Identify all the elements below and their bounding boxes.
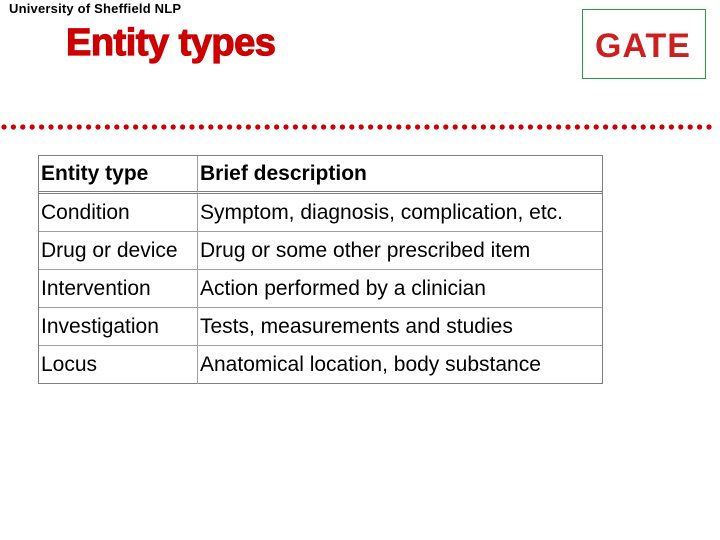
divider-dot <box>312 124 317 129</box>
divider-dot <box>359 124 364 129</box>
divider-dot <box>509 124 514 129</box>
divider-dot <box>265 124 270 129</box>
divider-dot <box>697 124 702 129</box>
divider-dot <box>678 124 683 129</box>
table-row <box>39 308 602 346</box>
table-row <box>39 346 602 384</box>
divider-dot <box>67 124 72 129</box>
divider-dot <box>95 124 100 129</box>
divider-dot <box>594 124 599 129</box>
divider-dot <box>481 124 486 129</box>
entity-type-cell: Locus <box>39 346 198 384</box>
entity-types-table <box>38 155 603 384</box>
divider-dot <box>199 124 204 129</box>
divider-dot <box>659 124 664 129</box>
divider-dot <box>86 124 91 129</box>
divider-dot <box>500 124 505 129</box>
divider-dot <box>227 124 232 129</box>
divider-dot <box>11 124 16 129</box>
divider-dot <box>387 124 392 129</box>
divider-dot <box>39 124 44 129</box>
table-row <box>39 270 602 308</box>
gate-logo-text: GATE <box>595 27 691 65</box>
divider-dot <box>537 124 542 129</box>
entity-types-grid <box>39 156 602 384</box>
divider-dot <box>349 124 354 129</box>
divider-dot <box>575 124 580 129</box>
divider-dot <box>424 124 429 129</box>
table-row <box>39 232 602 270</box>
entity-type-cell: Investigation <box>39 308 198 346</box>
divider-dot <box>208 124 213 129</box>
description-cell: Drug or some other prescribed item <box>198 232 602 270</box>
organization-label: University of Sheffield NLP <box>9 1 182 16</box>
description-cell: Action performed by a clinician <box>198 270 602 308</box>
divider-dot <box>283 124 288 129</box>
divider-dot <box>189 124 194 129</box>
divider-dot <box>528 124 533 129</box>
divider-dot <box>142 124 147 129</box>
entity-type-cell: Condition <box>39 194 198 232</box>
divider-dot <box>406 124 411 129</box>
column-header-description: Brief description <box>198 156 602 194</box>
divider-dot <box>443 124 448 129</box>
divider-dot <box>330 124 335 129</box>
divider-dot <box>48 124 53 129</box>
divider-dot <box>706 124 711 129</box>
divider-dot <box>274 124 279 129</box>
divider-dot <box>584 124 589 129</box>
divider-dot <box>105 124 110 129</box>
divider-dot <box>669 124 674 129</box>
divider-dot <box>547 124 552 129</box>
entity-type-cell: Intervention <box>39 270 198 308</box>
divider-dot <box>180 124 185 129</box>
divider-dot <box>20 124 25 129</box>
divider-dot <box>293 124 298 129</box>
gate-logo-graphic <box>583 10 704 77</box>
divider-dot <box>321 124 326 129</box>
divider-dot <box>124 124 129 129</box>
divider-dot <box>603 124 608 129</box>
divider-dot <box>453 124 458 129</box>
description-cell: Anatomical location, body substance <box>200 353 541 376</box>
divider-dot <box>58 124 63 129</box>
divider-dot <box>688 124 693 129</box>
divider-dot <box>161 124 166 129</box>
divider-dot <box>152 124 157 129</box>
divider-dot <box>471 124 476 129</box>
divider-dot <box>631 124 636 129</box>
divider-dot <box>171 124 176 129</box>
divider-dot <box>255 124 260 129</box>
table-header-row <box>39 156 602 194</box>
gate-logo <box>582 9 706 79</box>
divider-dot <box>114 124 119 129</box>
divider-dot <box>462 124 467 129</box>
divider-dot <box>302 124 307 129</box>
divider-dot <box>30 124 35 129</box>
divider-dot <box>650 124 655 129</box>
page-title: Entity types <box>66 22 276 64</box>
divider-dot <box>565 124 570 129</box>
divider-dot <box>218 124 223 129</box>
divider-dot <box>641 124 646 129</box>
divider-dot <box>518 124 523 129</box>
divider-dot <box>368 124 373 129</box>
entity-type-cell: Drug or device <box>39 232 198 270</box>
dotted-divider <box>0 120 720 134</box>
divider-dot <box>1 124 6 129</box>
divider-dot <box>622 124 627 129</box>
divider-dot <box>490 124 495 129</box>
divider-dot <box>236 124 241 129</box>
divider-dot <box>556 124 561 129</box>
divider-dot <box>77 124 82 129</box>
divider-dot <box>396 124 401 129</box>
divider-dot <box>434 124 439 129</box>
divider-dot <box>415 124 420 129</box>
column-header-entity-type: Entity type <box>39 156 198 194</box>
table-row <box>39 194 602 232</box>
divider-dot <box>246 124 251 129</box>
divider-dot <box>377 124 382 129</box>
description-cell: Symptom, diagnosis, complication, etc. <box>198 194 602 232</box>
divider-dot <box>133 124 138 129</box>
divider-dot <box>612 124 617 129</box>
divider-dot <box>340 124 345 129</box>
description-cell: Tests, measurements and studies <box>198 308 602 346</box>
